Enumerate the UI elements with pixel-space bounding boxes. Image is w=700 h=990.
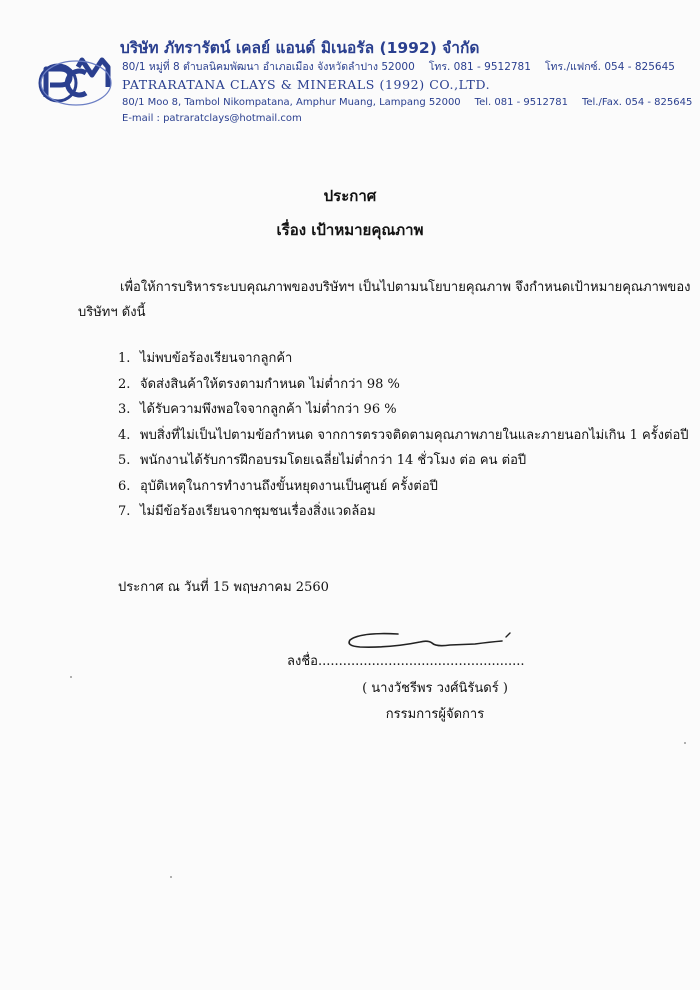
- thai-address-line: [122, 58, 675, 75]
- company-email: E-mail : patraratclays@hotmail.com: [122, 113, 302, 124]
- goal-number: 5.: [118, 453, 131, 468]
- goal-item: [118, 347, 689, 373]
- goal-item: [118, 424, 689, 450]
- intro-line-1: เพื่อให้การบริหารระบบคุณภาพของบริษัทฯ เป็นไปตามนโยบายคุณภาพ จึงกำหนดเป้าหมายคุณภาพของ: [120, 280, 691, 295]
- goal-number: 1.: [118, 351, 131, 366]
- english-company-name: PATRARATANA CLAYS & MINERALS (1992) CO.,LTD.: [122, 77, 491, 92]
- english-address-line: [122, 97, 692, 108]
- signature-line: ลงชื่อ..................................................: [287, 654, 525, 669]
- english-tel: Tel. 081 - 9512781: [474, 97, 568, 108]
- quality-goals-list: [118, 347, 689, 526]
- goal-item: [118, 373, 689, 399]
- english-address: 80/1 Moo 8, Tambol Nikompatana, Amphur Muang, Lampang 52000: [122, 97, 461, 108]
- goal-number: 3.: [118, 402, 131, 417]
- scan-speck: [70, 676, 72, 678]
- thai-address: 80/1 หมู่ที่ 8 ตำบลนิคมพัฒนา อำเภอเมือง จังหวัดลำปาง 52000: [122, 61, 415, 73]
- announcement-heading: ประกาศ: [323, 187, 377, 205]
- intro-line-2: บริษัทฯ ดังนี้: [78, 305, 146, 320]
- goal-item: [118, 500, 689, 526]
- english-fax: Tel./Fax. 054 - 825645: [581, 97, 693, 108]
- thai-fax: โทร./แฟกซ์. 054 - 825645: [544, 61, 675, 73]
- goal-item: [118, 475, 689, 501]
- company-logo: [38, 57, 112, 109]
- goal-text: จัดส่งสินค้าให้ตรงตามกำหนด ไม่ต่ำกว่า 98 %: [140, 376, 400, 392]
- goal-item: [118, 449, 689, 475]
- goal-number: 7.: [118, 504, 131, 519]
- signer-title: กรรมการผู้จัดการ: [385, 707, 485, 722]
- goal-number: 4.: [118, 427, 131, 443]
- signer-name: ( นางวัชรีพร วงศ์นิรันดร์ ): [362, 681, 508, 696]
- goal-item: [118, 398, 689, 424]
- goal-text: พบสิ่งที่ไม่เป็นไปตามข้อกำหนด จากการตรวจติดตามคุณภาพภายในและภายนอกไม่เกิน 1 ครั้งต่อปี: [140, 427, 689, 443]
- announcement-subject: เรื่อง เป้าหมายคุณภาพ: [276, 221, 424, 239]
- goal-text: ไม่พบข้อร้องเรียนจากลูกค้า: [140, 351, 293, 366]
- announcement-date: ประกาศ ณ วันที่ 15 พฤษภาคม 2560: [118, 580, 329, 595]
- goal-number: 2.: [118, 376, 131, 392]
- goal-text: พนักงานได้รับการฝึกอบรมโดยเฉลี่ยไม่ต่ำกว่า 14 ชั่วโมง ต่อ คน ต่อปี: [140, 453, 527, 468]
- scan-speck: [170, 876, 172, 878]
- thai-tel: โทร. 081 - 9512781: [428, 61, 531, 73]
- scan-speck: [684, 742, 686, 744]
- goal-text: ไม่มีข้อร้องเรียนจากชุมชนเรื่องสิ่งแวดล้อม: [140, 504, 376, 519]
- letterhead: [0, 0, 700, 130]
- thai-company-name: บริษัท ภัทรารัตน์ เคลย์ แอนด์ มิเนอรัล (1992) จำกัด: [120, 39, 480, 57]
- goal-text: อุบัติเหตุในการทำงานถึงขั้นหยุดงานเป็นศูนย์ ครั้งต่อปี: [140, 478, 438, 494]
- goal-text: ได้รับความพึงพอใจจากลูกค้า ไม่ต่ำกว่า 96 %: [140, 402, 397, 417]
- goal-number: 6.: [118, 478, 131, 494]
